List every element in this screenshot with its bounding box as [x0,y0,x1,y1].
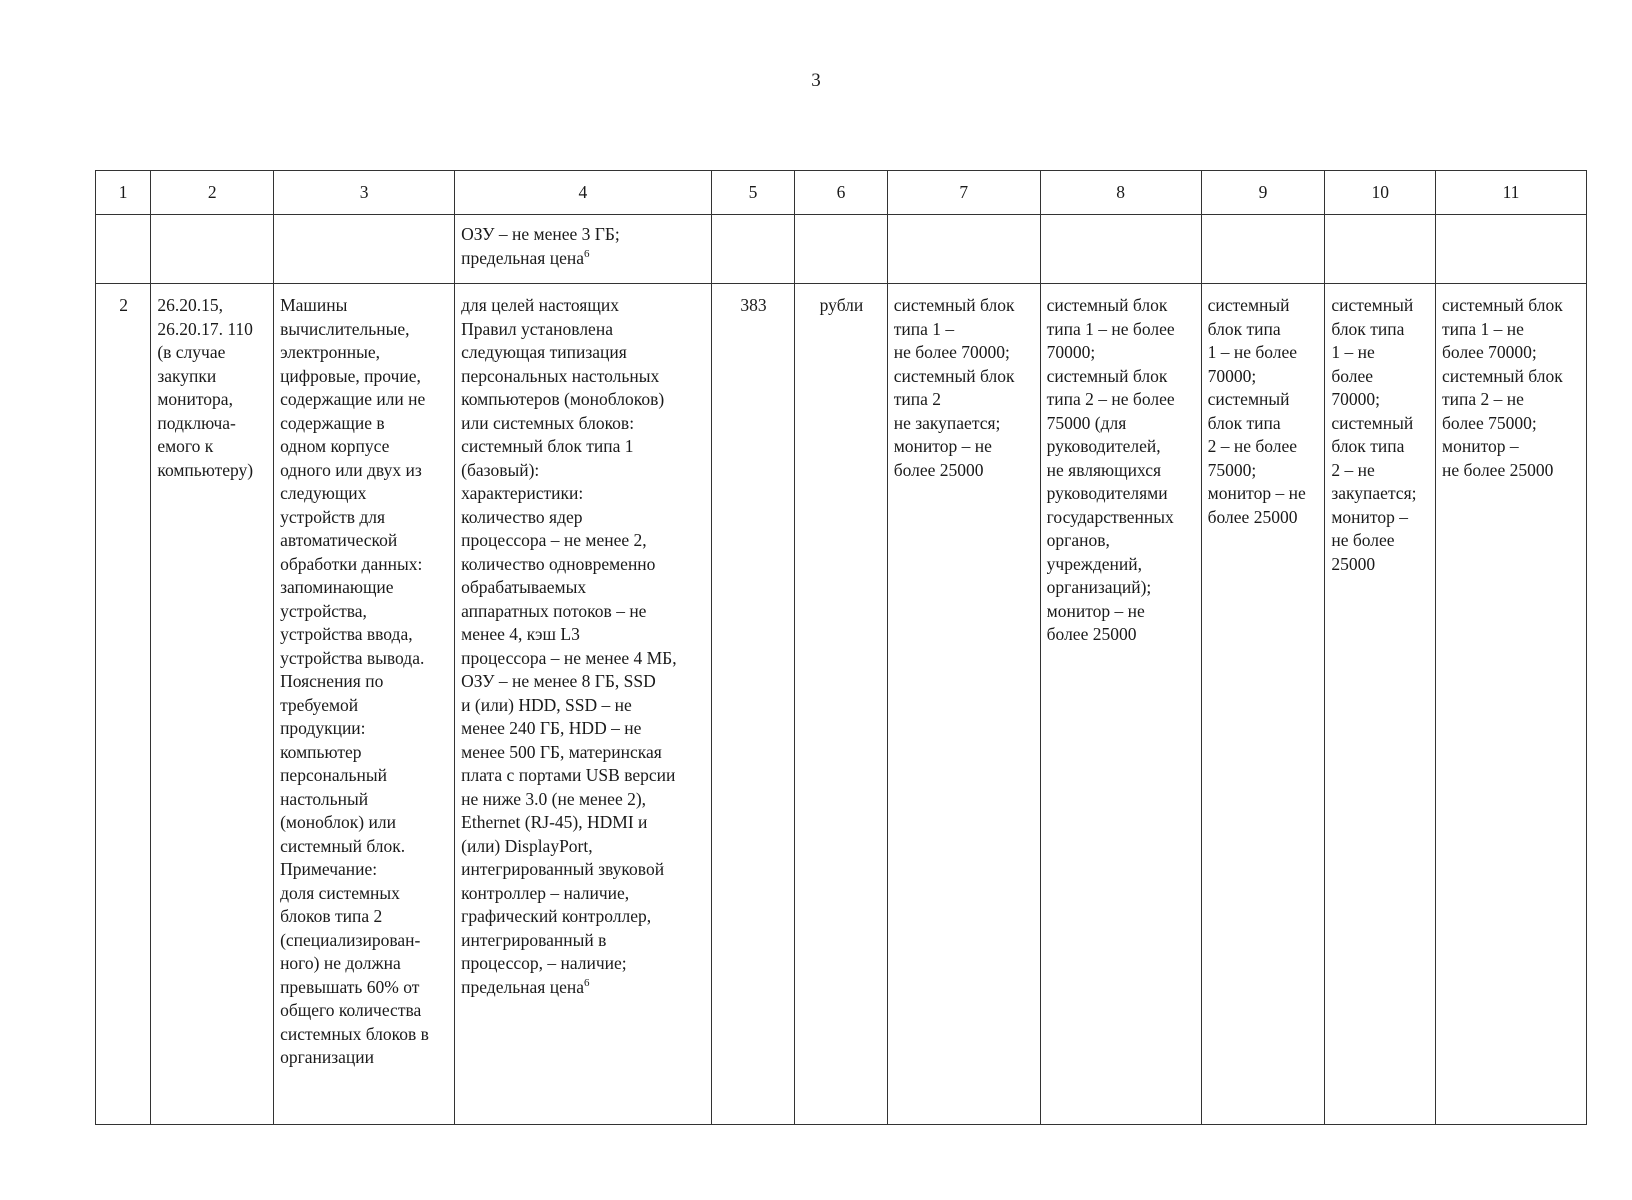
text-line: типа 2 – не более [1046,389,1175,409]
empty-cell [1201,215,1325,284]
text-line: типа 1 – не более [1046,318,1175,339]
text-line: монитор – [1331,506,1408,527]
text-line: компьютеров (моноблоков) [461,389,665,409]
footnote-ref: 6 [584,976,590,989]
text-line: монитор – [1442,436,1519,456]
text-line: требуемой [280,694,359,715]
text-line: Пояснения по [280,671,384,691]
text-line: 70000; [1046,342,1096,362]
text-line: не более 70000; [893,342,1010,362]
text-line: содержащие в [280,412,385,433]
text-line: монитор – не [1046,600,1145,621]
text-line: интегрированный в [461,929,607,950]
text-line: ОЗУ – не менее 8 ГБ, SSD [461,671,656,691]
text-line: Машины [280,295,348,315]
text-line: системный [1331,295,1414,315]
text-line: монитор – не [893,436,992,456]
text-line: не ниже 3.0 (не менее 2), [461,788,647,809]
text-line: организации [280,1047,375,1067]
text-line: более 25000 [893,459,984,480]
header-cell: 8 [1040,171,1201,215]
text-line: автоматической [280,530,398,550]
spec-lines [461,294,706,999]
page-number: 3 [811,70,821,91]
text-line: аппаратных потоков – не [461,600,647,621]
text-line: обрабатываемых [461,577,587,597]
text-line: общего количества [280,1000,422,1020]
text-line: количество одновременно [461,553,656,574]
header-cell: 9 [1201,171,1325,215]
empty-cell [1325,215,1436,284]
text-line: персональный [280,765,387,785]
header-cell: 11 [1436,171,1587,215]
text-line: одном корпусе [280,436,390,456]
okpd-code-cell [151,284,274,1125]
empty-cell [96,215,151,284]
unit-cell: рубли [795,284,888,1125]
text-line: плата с портами USB версии [461,765,676,785]
text-line: 75000 (для [1046,412,1127,433]
text-line: не закупается; [893,412,1001,433]
text-line: предельная цена [461,976,584,997]
text-line: обработки данных: [280,553,423,574]
header-cell: 10 [1325,171,1436,215]
text-line: более 70000; [1442,342,1537,362]
text-line: системный блок [1046,365,1168,386]
text-line: цифровые, прочие, [280,365,421,386]
text-line: (базовый): [461,459,540,480]
empty-cell [274,215,455,284]
text-line: более [1331,365,1374,386]
text-line: не более [1331,530,1395,550]
text-line: системный блок [1442,295,1563,315]
text-line: характеристики: [461,483,584,503]
text-line: 2 – не [1331,459,1375,480]
text-line: продукции: [280,718,366,738]
text-line: (или) DisplayPort, [461,835,593,856]
text-line: устройств для [280,506,386,527]
text-line: типа 2 – не [1442,389,1524,409]
row-number: 2 [96,284,151,1125]
text-line: организаций); [1046,577,1152,597]
text-line: 75000; [1207,459,1257,480]
empty-cell [887,215,1040,284]
text-line: системный блок. [280,835,406,856]
text-line: устройства ввода, [280,624,413,644]
value-col8-cell [1040,284,1201,1125]
text-line: процессора – не менее 2, [461,530,647,550]
text-line: системный блок [1046,295,1168,315]
okei-code-cell: 383 [711,284,795,1125]
header-cell: 4 [455,171,712,215]
header-cell: 3 [274,171,455,215]
text-line: компьютеру) [157,459,254,480]
text-line: (в случае [157,342,226,362]
empty-cell [711,215,795,284]
text-line: Правил установлена [461,318,613,339]
text-line: (специализирован- [280,929,421,950]
text-line: руководителей, [1046,436,1161,456]
text-line: системный [1207,295,1290,315]
text-line: емого к [157,436,214,456]
text-line: процессора – не менее 4 МБ, [461,647,677,668]
text-line: и (или) HDD, SSD – не [461,694,632,715]
text-line: (моноблок) или [280,812,396,832]
text-line: блок типа [1207,412,1281,433]
value-col9-cell [1201,284,1325,1125]
text-line: Примечание: [280,859,378,879]
text-line: системный блок [893,295,1015,315]
value-col7-cell [887,284,1040,1125]
text-line: 26.20.17. 110 [157,318,253,339]
text-line: ного) не должна [280,953,401,973]
text-line: системный блок [893,365,1015,386]
text-line: превышать 60% от [280,976,420,997]
text-line: 2 – не более [1207,436,1298,456]
text-line: системный [1207,389,1290,409]
text-line: закупки [157,365,217,386]
text-line: электронные, [280,342,381,362]
text-line: монитора, [157,389,233,409]
text-line: блоков типа 2 [280,906,383,926]
text-line: системный блок типа 1 [461,436,634,456]
text-line [461,976,706,1000]
text-line: количество ядер [461,506,583,527]
text-line: вычислительные, [280,318,410,339]
text-line: доля системных [280,882,400,903]
footnote-ref: 6 [584,247,590,260]
product-name-cell [274,284,455,1125]
empty-cell [795,215,888,284]
empty-cell [1436,215,1587,284]
text-line: графический контроллер, [461,906,652,926]
text-line: содержащие или не [280,389,426,409]
text-line: типа 1 – не [1442,318,1524,339]
text-line: или системных блоков: [461,412,635,433]
text-line: более 25000 [1207,506,1298,527]
value-col11-cell [1436,284,1587,1125]
text-line: не являющихся [1046,459,1162,480]
header-cell: 7 [887,171,1040,215]
text-line: системный [1331,412,1414,433]
text-line: контроллер – наличие, [461,882,630,903]
requirements-table [95,170,1587,1125]
empty-cell [1040,215,1201,284]
text-line: подключа- [157,412,236,433]
text-line: более 75000; [1442,412,1537,433]
text-line: ОЗУ – не менее 3 ГБ; [461,224,620,244]
text-line: одного или двух из [280,459,422,480]
text-line: менее 4, кэш L3 [461,624,580,644]
text-line: типа 1 – [893,318,955,339]
text-line: устройства, [280,600,367,621]
value-col10-cell [1325,284,1436,1125]
continuation-row [96,215,1587,284]
text-line: более 25000 [1046,624,1137,644]
text-line: системный блок [1442,365,1563,386]
text-line: 1 – не [1331,342,1375,362]
text-line: менее 500 ГБ, материнская [461,741,662,762]
text-line: 26.20.15, [157,295,223,315]
text-line: для целей настоящих [461,295,619,315]
text-line: компьютер [280,741,362,762]
header-cell: 5 [711,171,795,215]
header-cell: 6 [795,171,888,215]
text-line: 25000 [1331,553,1376,574]
header-cell: 1 [96,171,151,215]
text-line: Ethernet (RJ-45), HDMI и [461,812,648,832]
header-cell: 2 [151,171,274,215]
text-line: государственных [1046,506,1174,527]
text-line: персональных настольных [461,365,660,386]
text-line: следующих [280,483,367,503]
text-line: блок типа [1331,318,1405,339]
text-line: учреждений, [1046,553,1142,574]
text-line: интегрированный звуковой [461,859,665,879]
text-line: процессор, – наличие; [461,953,627,973]
text-line: настольный [280,788,369,809]
text-line: закупается; [1331,483,1417,503]
text-line: 70000; [1331,389,1380,409]
empty-cell [151,215,274,284]
text-line: запоминающие [280,577,394,597]
table-row [96,284,1587,1125]
spec-cell [455,284,712,1125]
text-line: предельная цена$^6$ [461,247,590,268]
continuation-spec-cell [455,215,712,284]
text-line: не более 25000 [1442,459,1554,480]
text-line: следующая типизация [461,342,627,362]
text-line: 70000; [1207,365,1257,386]
text-line: руководителями [1046,483,1168,503]
text-line: блок типа [1207,318,1281,339]
text-line: системных блоков в [280,1023,429,1044]
text-line: менее 240 ГБ, HDD – не [461,718,642,738]
text-line: монитор – не [1207,483,1306,503]
text-line: блок типа [1331,436,1405,456]
text-line: органов, [1046,530,1110,550]
column-number-row [96,171,1587,215]
text-line: типа 2 [893,389,942,409]
text-line: устройства вывода. [280,647,425,668]
text-line: 1 – не более [1207,342,1298,362]
